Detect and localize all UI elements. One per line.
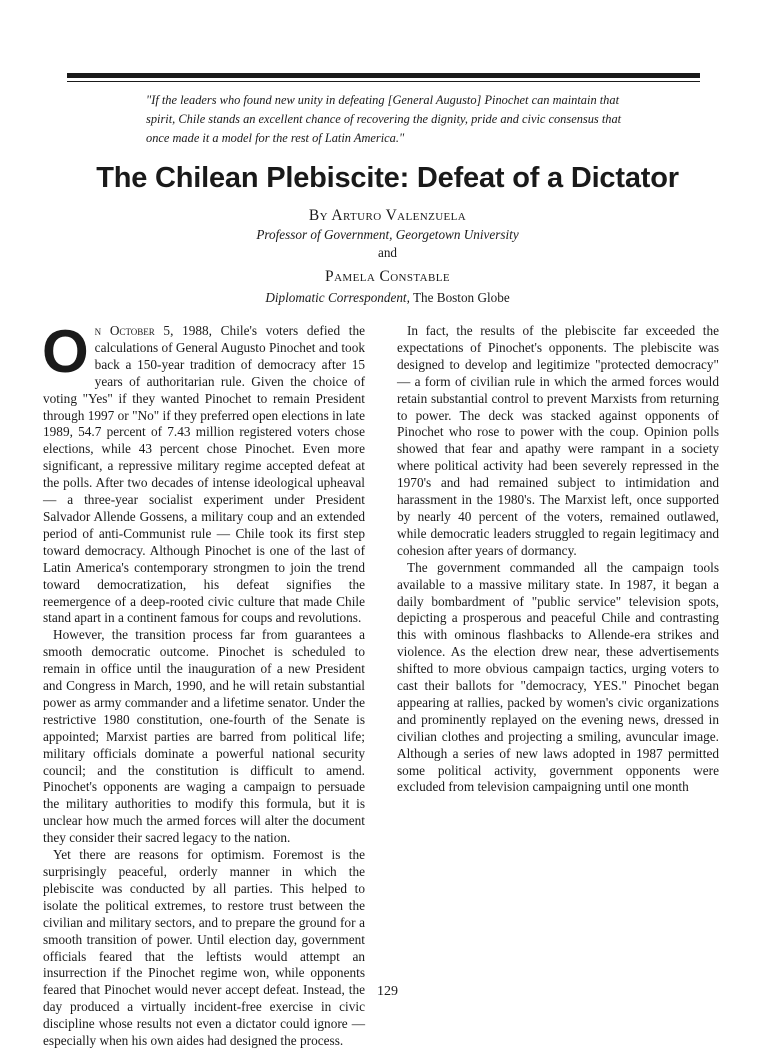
- opening-words: n October 5, 1988,: [94, 323, 212, 338]
- author1-affiliation: Professor of Government, Georgetown University: [256, 227, 519, 242]
- paragraph-2: However, the transition process far from guarantees a smooth democratic outcome. Pinochet is scheduled to remain in office until the inauguration of a new President and Congress in March, 1990, and he will retain substantial power as army commander and a lifetime senator. Under the restrictive 1980 constitution, one-fourth of the Senate is appointed; Marxist parties are barred from political life; military officials dominate a powerful national security council; and the constitution is difficult to amend. Pinochet's opponents are waging a campaign to persuade the military authorities to modify this formula, but it is unclear how much the armed forces will alter the document they consider their sacred legacy to the nation.: [43, 627, 365, 846]
- header-rule-thick: [67, 73, 700, 78]
- paragraph-1: [42, 318, 365, 627]
- header-rule-thin: [67, 81, 700, 82]
- paragraph-5: The government commanded all the campaign tools available to a massive military state. In 1987, it began a daily bombardment of "public service" television spots, depicting a prosperous and peaceful Chile and contrasting this with ominous flashbacks to Allende-era strikes and violence. As the election drew near, these advertisements shifted to more obvious campaign tactics, urging voters to cast their ballots for "democracy, YES." Pinochet began appearing at rallies, packed by women's civic organizations and prominently replayed on the evening news, dressed in civilian clothes and projecting a smiling, avuncular image. Although a series of new laws adopted in 1987 permitted some political activity, government opponents were excluded from television campaigning until one month: [397, 559, 719, 795]
- page-number: 129: [377, 984, 398, 999]
- body-column-left: [42, 318, 365, 1049]
- paragraph-4: In fact, the results of the plebiscite far exceeded the expectations of Pinochet's opponents. The plebiscite was designed to develop and legitimize "protected democracy" — a form of civilian rule in which the armed forces would retain substantial control to prevent Marxists from returning to power. The deck was stacked against opponents of Pinochet who rose to power with the coup. Opinion polls showed that fear and apathy were rampant in a society where political activity had been severely repressed in the 1970's and had remained subject to intimidation and harassment in the 1980's. The Marxist left, once supported by nearly 40 percent of the voters, remained outlawed, while democratic leaders struggled to regain legitimacy and cohesion after years of dormancy.: [397, 323, 719, 558]
- paragraph-3: Yet there are reasons for optimism. Foremost is the surprisingly peaceful, orderly manner in which the plebiscite was conducted by all parties. This helped to isolate the political extremes, to restore trust between the civilian and military sectors, and to prepare the ground for a smooth transition of power. Until election day, government officials feared that the leftists would attempt an insurrection if the Pinochet regime won, while opponents feared that Pinochet would never accept defeat. Instead, the day produced a virtually incident-free exercise in civic discipline whose results not even a dictator could ignore — especially when his own aides had designed the process.: [43, 847, 365, 1049]
- author-conjunction: and: [377, 245, 398, 260]
- drop-cap: O: [42, 318, 89, 385]
- author1-byline: By Arturo Valenzuela: [308, 207, 467, 224]
- author2-name: Pamela Constable: [325, 268, 450, 285]
- author2-role: Diplomatic Correspondent,: [265, 290, 410, 305]
- author2-affiliation: [0, 290, 775, 306]
- author2-org: The Boston Globe: [412, 290, 510, 305]
- paragraph-1-text: Chile's voters defied the calculations of General Augusto Pinochet and took back a 150-year tradition of democracy after 15 years of authoritarian rule. Given the choice of voting "Yes" if they wanted Pinochet to remain President through 1997 or "No" if they preferred open elections in late 1989, 54.7 percent of 7.43 million registered voters chose elections, while 43 percent chose Pinochet. Even more significant, a repressive military regime accepted defeat at the polls. After two decades of intense ideological upheaval — a three-year socialist experiment under President Salvador Allende Gossens, a military coup and an extended period of anti-Communist rule — Chile took its first step toward democracy. Although Pinochet is one of the last of Latin America's contemporary strongmen to join the trend toward democratization, his defeat signifies the reemergence of a deep-rooted civic culture that made Chile stand apart in a continent famous for coups and revolutions.: [43, 323, 365, 626]
- epigraph: "If the leaders who found new unity in defeating [General Augusto] Pinochet can maintain that spirit, Chile stands an excellent chance of recovering the dignity, pride and civic consensus that once made it a model for the rest of Latin America.": [146, 93, 622, 145]
- body-column-right: [397, 323, 719, 978]
- article-title: The Chilean Plebiscite: Defeat of a Dictator: [96, 162, 679, 194]
